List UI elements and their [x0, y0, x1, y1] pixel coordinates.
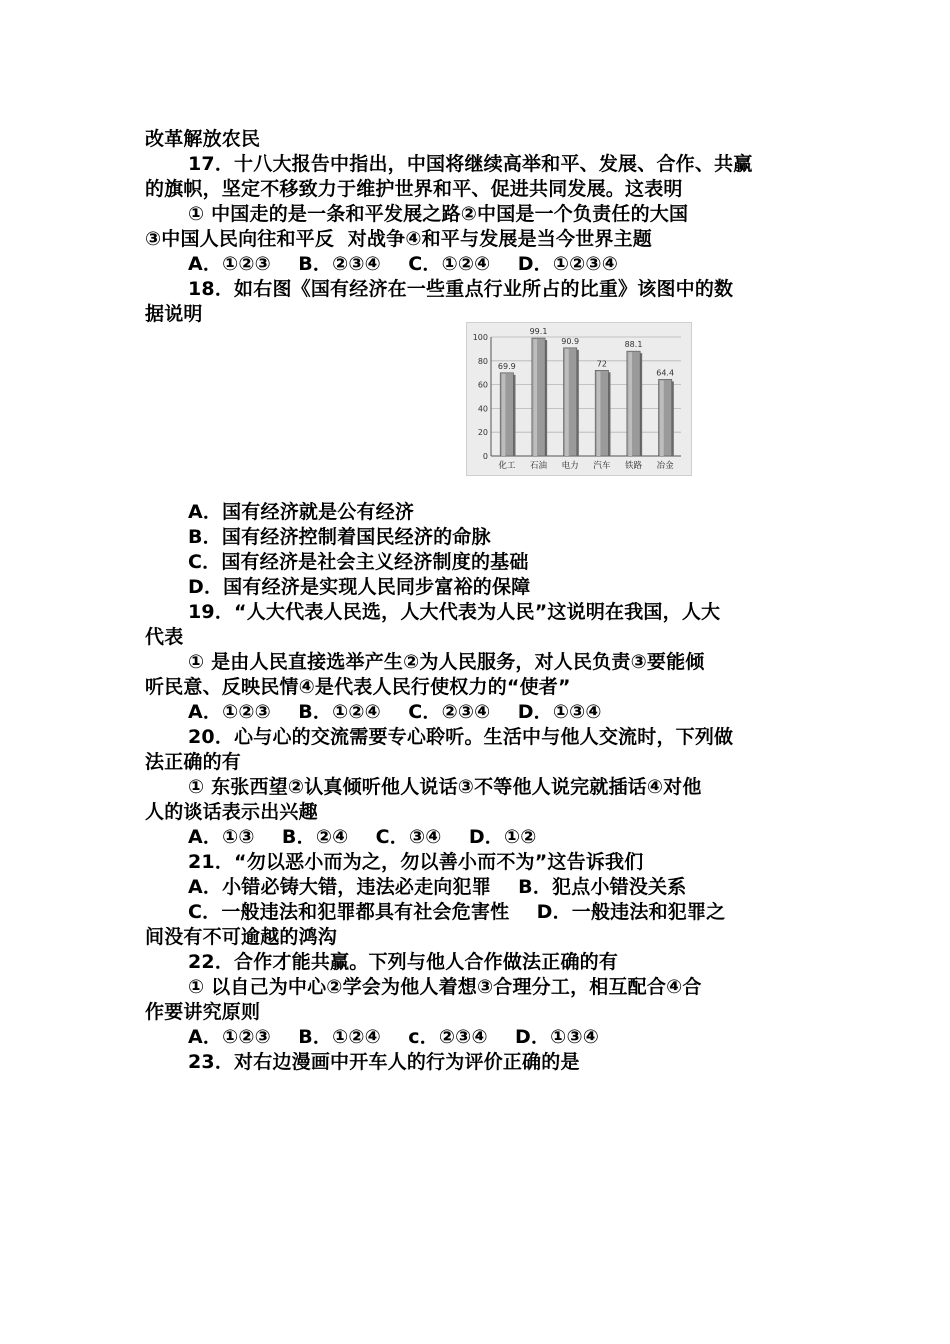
- bar-chart-svg: [467, 323, 691, 475]
- option-18-c: C．国有经济是社会主义经济制度的基础: [188, 551, 529, 573]
- question-22: 22．合作才能共赢。下列与他人合作做法正确的有: [188, 951, 619, 973]
- x-tick-label: 冶金: [656, 461, 674, 471]
- text-line: 代表: [145, 626, 184, 648]
- question-18: 18．如右图《国有经济在一些重点行业所占的比重》该图中的数: [188, 278, 734, 300]
- text-line: 间没有不可逾越的鸿沟: [145, 926, 338, 948]
- text-line: 据说明: [145, 303, 203, 325]
- x-tick-label: 汽车: [593, 461, 611, 471]
- x-tick-label: 铁路: [624, 461, 643, 471]
- question-19: 19．“人大代表人民选，人大代表为人民”这说明在我国，人大: [188, 601, 721, 623]
- question-20: 20．心与心的交流需要专心聆听。生活中与他人交流时，下列做: [188, 726, 734, 748]
- options-17: A．①②③ B．②③④ C．①②④ D．①②③④: [188, 253, 619, 275]
- statements-19: ① 是由人民直接选举产生②为人民服务，对人民负责③要能倾: [188, 651, 705, 673]
- option-18-b: B．国有经济控制着国民经济的命脉: [188, 526, 491, 548]
- bar-value-label: 69.9: [497, 361, 516, 371]
- bar-value-label: 72: [596, 359, 607, 369]
- options-20: A．①③ B．②④ C．③④ D．①②: [188, 826, 537, 848]
- bar-value-label: 64.4: [656, 368, 675, 378]
- bar-value-label: 99.1: [529, 327, 548, 337]
- y-tick-label: 100: [472, 333, 488, 342]
- y-tick-label: 60: [477, 380, 488, 390]
- bar-highlight: [565, 349, 569, 456]
- text-line: 听民意、反映民情④是代表人民行使权力的“使者”: [145, 676, 571, 698]
- option-18-a: A．国有经济就是公有经济: [188, 501, 415, 523]
- option-18-d: D．国有经济是实现人民同步富裕的保障: [188, 576, 531, 598]
- question-21: 21．“勿以恶小而为之，勿以善小而不为”这告诉我们: [188, 851, 644, 873]
- question-17: 17．十八大报告中指出，中国将继续高举和平、发展、合作、共赢: [188, 153, 753, 175]
- x-tick-label: 化工: [498, 461, 516, 471]
- text-line: ③中国人民向往和平反 对战争④和平与发展是当今世界主题: [145, 228, 653, 250]
- x-tick-label: 石油: [529, 461, 548, 471]
- statements-22: ① 以自己为中心②学会为他人着想③合理分工，相互配合④合: [188, 976, 702, 998]
- options-21-ab: A．小错必铸大错，违法必走向犯罪 B．犯点小错没关系: [188, 876, 687, 898]
- text-line: 的旗帜，坚定不移致力于维护世界和平、促进共同发展。这表明: [145, 178, 683, 200]
- bar-highlight: [533, 339, 537, 456]
- text-line: 人的谈话表示出兴趣: [145, 801, 318, 823]
- bar-highlight: [660, 380, 664, 456]
- bar-highlight: [597, 371, 601, 456]
- options-21-cd: C．一般违法和犯罪都具有社会危害性 D．一般违法和犯罪之: [188, 901, 726, 923]
- bar-value-label: 90.9: [561, 336, 580, 346]
- options-19: A．①②③ B．①②④ C．②③④ D．①③④: [188, 701, 602, 723]
- options-22: A．①②③ B．①②④ c．②③④ D．①③④: [188, 1026, 600, 1048]
- text-line: 法正确的有: [145, 751, 242, 773]
- bar-highlight: [628, 352, 632, 456]
- y-tick-label: 0: [482, 452, 488, 461]
- x-tick-label: 电力: [561, 461, 579, 471]
- y-tick-label: 40: [477, 404, 488, 414]
- y-tick-label: 80: [477, 356, 488, 366]
- bar-value-label: 88.1: [624, 340, 643, 350]
- bar-highlight: [502, 374, 506, 456]
- text-line: 作要讲究原则: [145, 1001, 261, 1023]
- statements-17: ① 中国走的是一条和平发展之路②中国是一个负责任的大国: [188, 203, 689, 225]
- statements-20: ① 东张西望②认真倾听他人说话③不等他人说完就插话④对他: [188, 776, 702, 798]
- y-tick-label: 20: [477, 428, 488, 438]
- question-23: 23．对右边漫画中开车人的行为评价正确的是: [188, 1051, 580, 1073]
- bar-chart: [466, 322, 692, 476]
- text-line: 改革解放农民: [145, 128, 261, 150]
